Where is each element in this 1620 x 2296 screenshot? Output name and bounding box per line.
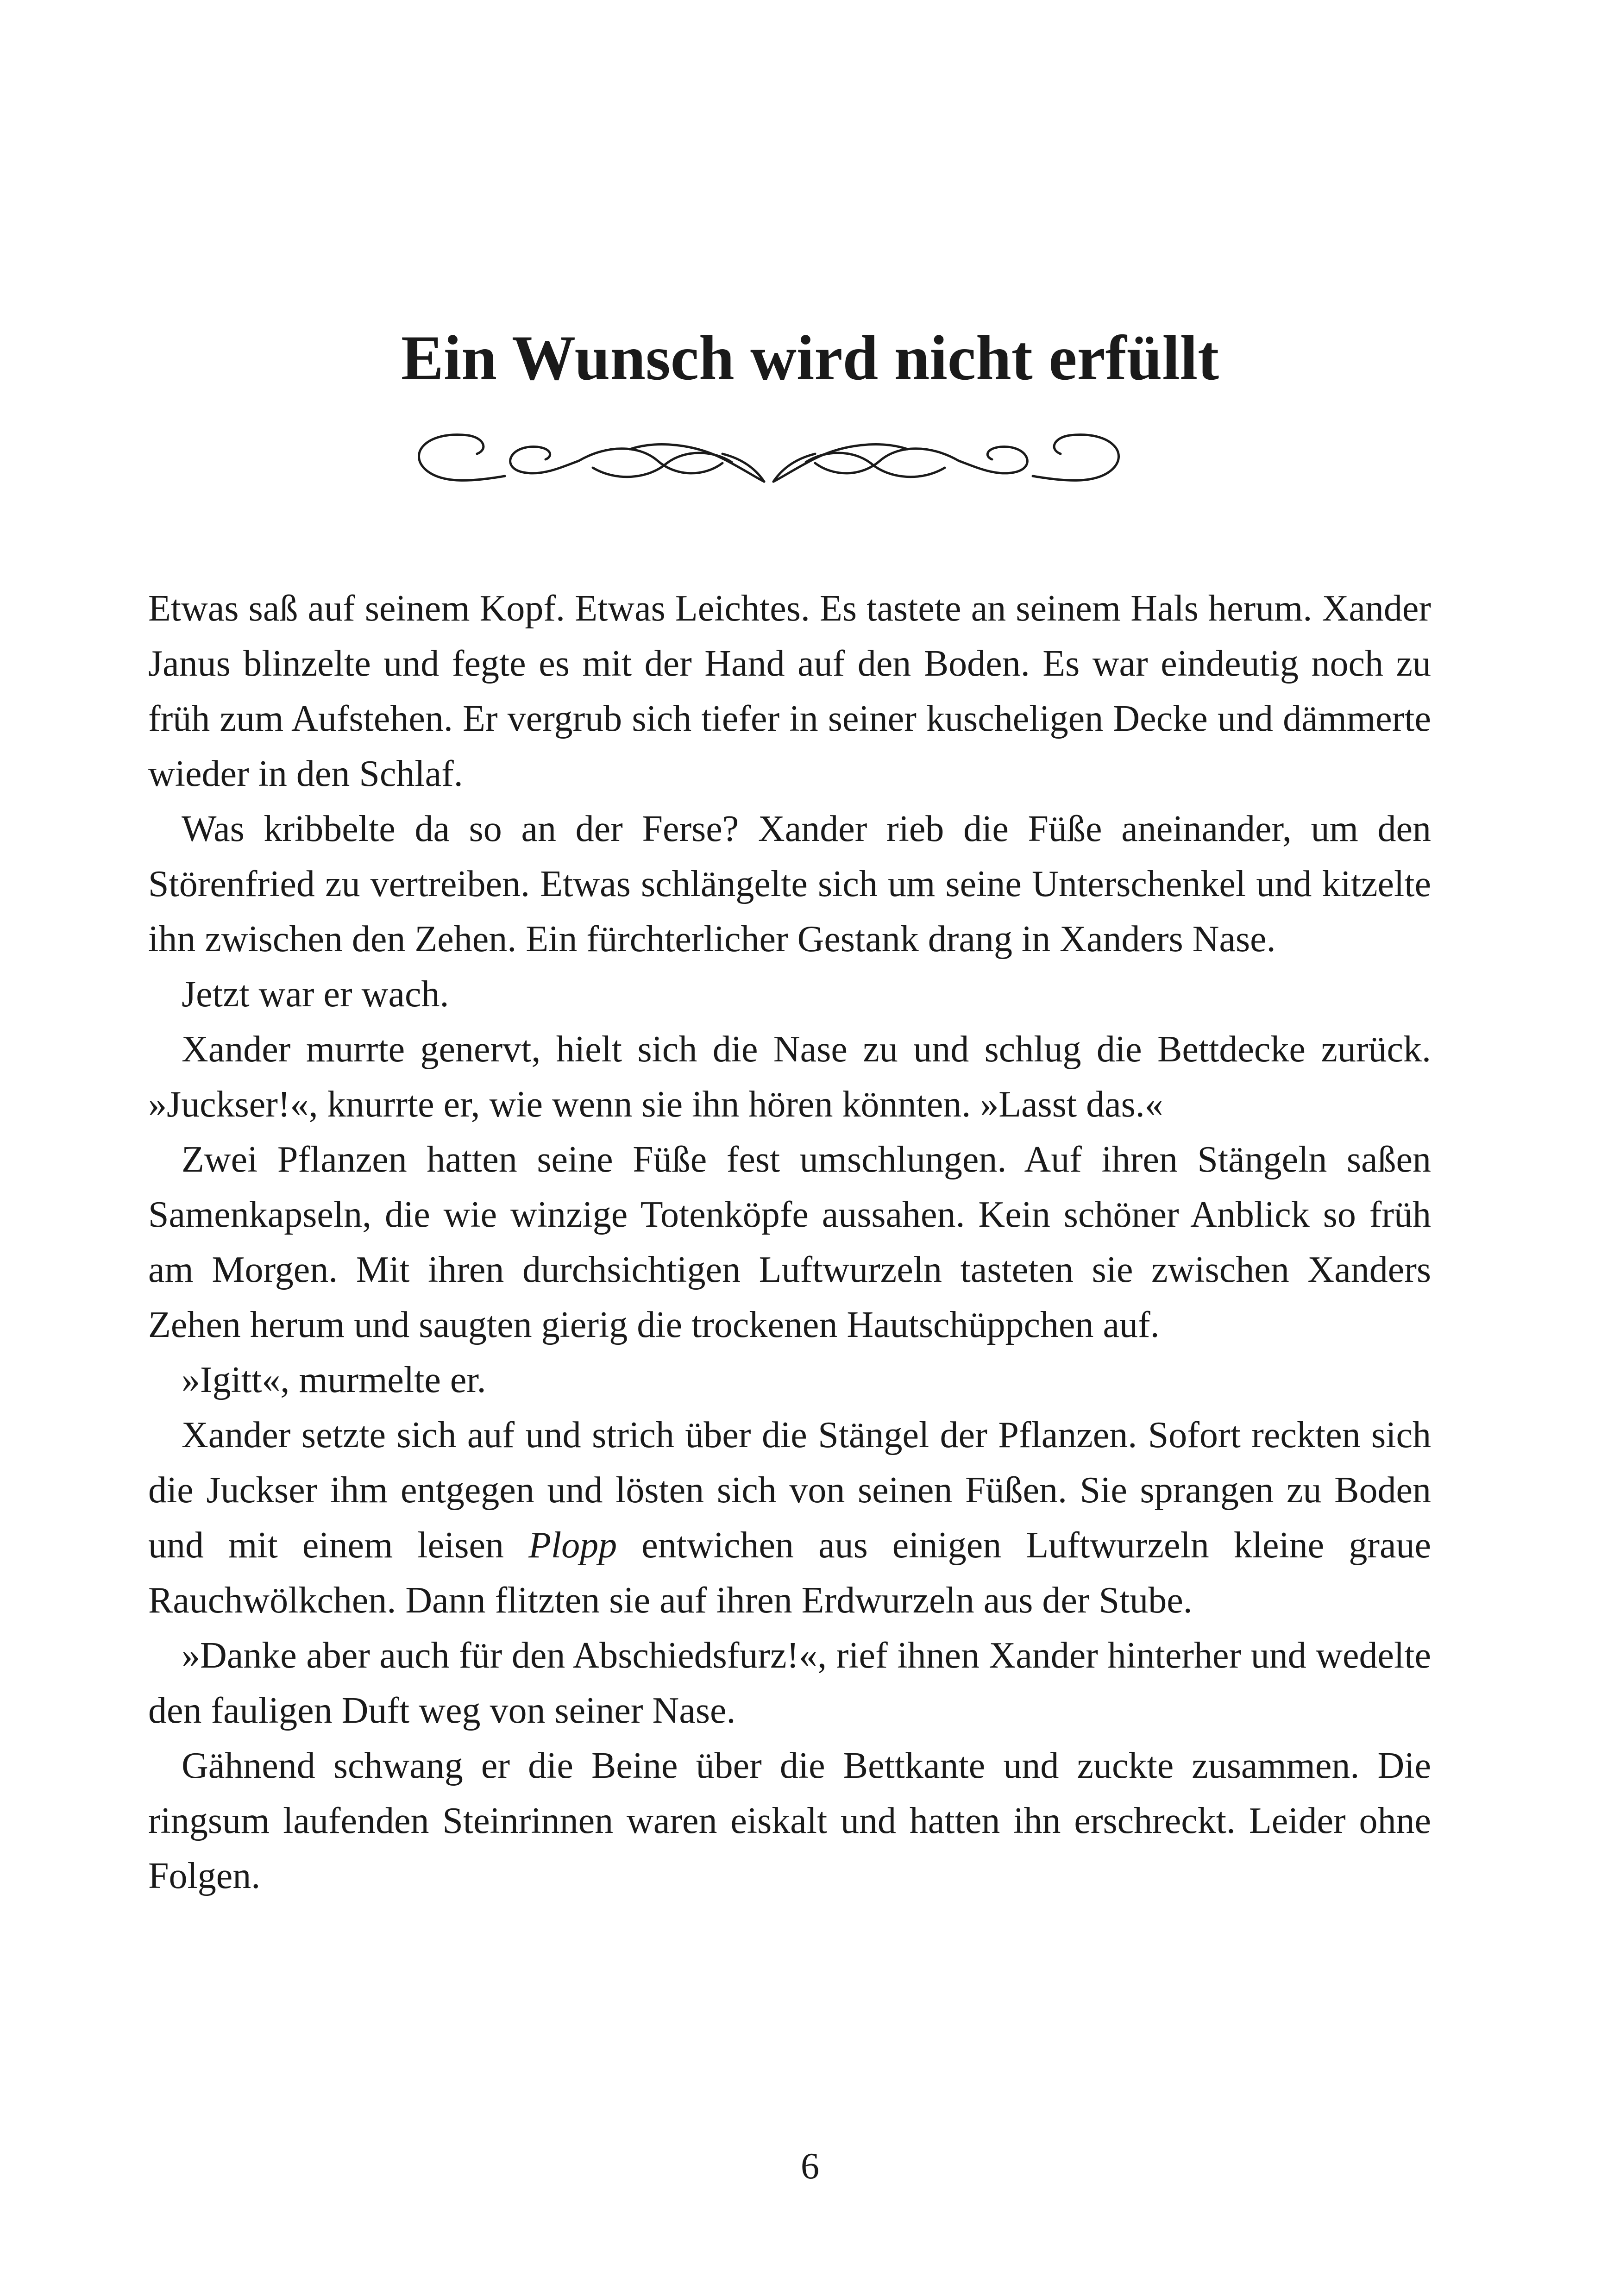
paragraph-6: »Igitt«, murmelte er.	[182, 1360, 486, 1400]
paragraph-2: Was kribbelte da so an der Ferse? Xander rieb die Füße aneinander, um den Störenfried zu vertreiben. Etwas schlängelte sich um seine Unterschenkel und kitzelte ihn zwischen den Zehen. Ein fürchterlicher Gestank drang in Xanders Nase.	[148, 809, 1431, 960]
page-number: 6	[801, 2146, 819, 2187]
scroll-flourish-icon	[398, 417, 1139, 496]
chapter-body	[148, 581, 1431, 1904]
paragraph-8: »Danke aber auch für den Abschiedsfurz!«, rief ihnen Xander hinterher und wedelte den fauligen Duft weg von seiner Nase.	[148, 1635, 1431, 1731]
chapter-title: Ein Wunsch wird nicht erfüllt	[401, 322, 1219, 393]
paragraph-5: Zwei Pflanzen hatten seine Füße fest umschlungen. Auf ihren Stängeln saßen Samenkapseln, die wie winzige Totenköpfe aussahen. Kein schöner Anblick so früh am Morgen. Mit ihren durchsichtigen Luftwurzeln tasteten sie zwischen Xanders Zehen herum und saugten gierig die trockenen Hautschüppchen auf.	[148, 1139, 1431, 1345]
paragraph-7-start: Xander setzte sich auf und strich über die Stängel der Pflanzen. Sofort reckten sich die Juckser ihm entgegen und lösten sich von seinen Füßen. Sie sprangen zu Boden und mit einem leisen	[148, 1415, 1431, 1566]
paragraph-9: Gähnend schwang er die Beine über die Bettkante und zuckte zusammen. Die ringsum laufenden Steinrinnen waren eiskalt und hatten ihn erschreckt. Leider ohne Folgen.	[148, 1745, 1431, 1896]
paragraph-3: Jetzt war er wach.	[182, 974, 449, 1015]
paragraph-4: Xander murrte genervt, hielt sich die Nase zu und schlug die Bettdecke zurück. »Juckser!«, knurrte er, wie wenn sie ihn hören könnten. »Lasst das.«	[148, 1029, 1431, 1125]
emphasis-plopp: Plopp	[528, 1525, 617, 1566]
paragraph-7-end: entwichen aus einigen Luftwurzeln kleine graue Rauchwölkchen. Dann flitzten sie auf ihren Erdwurzeln aus der Stube.	[148, 1525, 1431, 1621]
paragraph-7	[148, 1408, 1431, 1628]
paragraph-1: Etwas saß auf seinem Kopf. Etwas Leichtes. Es tastete an seinem Hals herum. Xander Janus blinzelte und fegte es mit der Hand auf den Boden. Es war eindeutig noch zu früh zum Aufstehen. Er vergrub sich tiefer in seiner kuscheligen Decke und dämmerte wieder in den Schlaf.	[148, 588, 1431, 794]
